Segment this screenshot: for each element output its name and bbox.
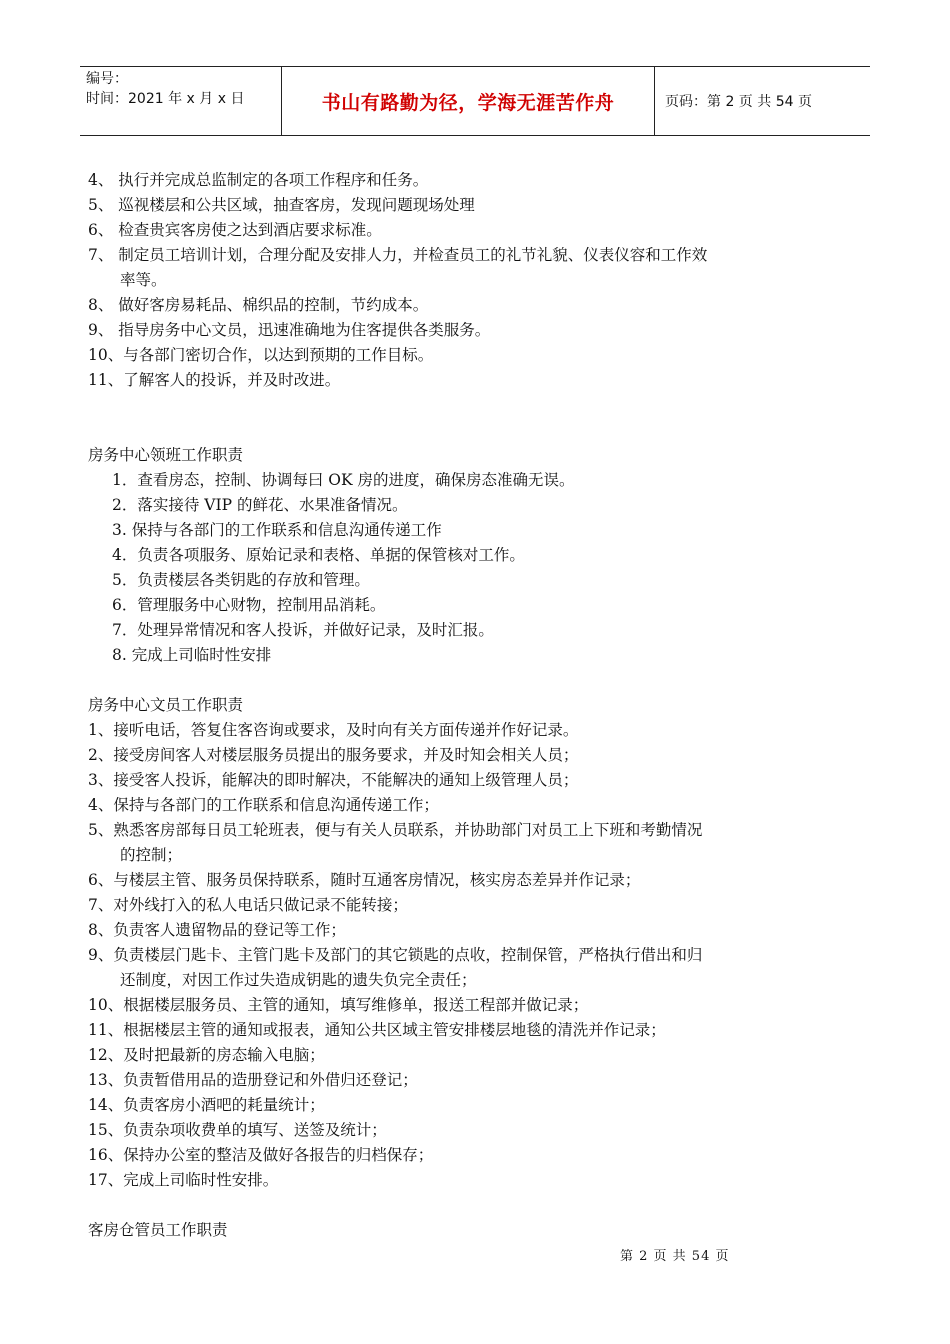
header-motto: 书山有路勤为径，学海无涯苦作舟: [282, 67, 655, 135]
list-item: 11、了解客人的投诉，并及时改进。: [88, 371, 341, 389]
list-item: 3. 保持与各部门的工作联系和信息沟通传递工作: [112, 521, 442, 539]
list-item: 6、与楼层主管、服务员保持联系，随时互通客房情况，核实房态差异并作记录；: [88, 871, 641, 889]
list-item: 15、负责杂项收费单的填写、送签及统计；: [88, 1121, 387, 1139]
list-item: 6、 检查贵宾客房使之达到酒店要求标准。: [88, 221, 382, 239]
section-title: 客房仓管员工作职责: [88, 1221, 228, 1239]
list-item: 10、与各部门密切合作，以达到预期的工作目标。: [88, 346, 434, 364]
list-item: 4、保持与各部门的工作联系和信息沟通传递工作；: [88, 796, 439, 814]
list-item: 2．落实接待 VIP 的鲜花、水果准备情况。: [112, 496, 408, 514]
section-title: 房务中心文员工作职责: [88, 696, 244, 714]
number-label: 编号：: [86, 71, 128, 87]
document-body: [88, 168, 858, 1243]
list-item: 5．负责楼层各类钥匙的存放和管理。: [112, 571, 370, 589]
list-item: 7、对外线打入的私人电话只做记录不能转接；: [88, 896, 408, 914]
list-item-continuation: 率等。: [120, 271, 167, 289]
section-center-supervisor: [88, 443, 858, 668]
header-meta: [80, 67, 282, 135]
list-item: 10、根据楼层服务员、主管的通知，填写维修单，报送工程部并做记录；: [88, 996, 589, 1014]
list-item: 9、负责楼层门匙卡、主管门匙卡及部门的其它锁匙的点收，控制保管，严格执行借出和归: [88, 946, 703, 964]
list-item: 17、完成上司临时性安排。: [88, 1171, 279, 1189]
page-header: [80, 66, 870, 136]
date-label: 时间：2021 年 x 月 x 日: [86, 91, 245, 107]
list-item: 5、熟悉客房部每日员工轮班表，便与有关人员联系，并协助部门对员工上下班和考勤情况: [88, 821, 703, 839]
section-center-clerk: [88, 693, 858, 1193]
section-manager-duties: [88, 168, 858, 393]
list-item: 5、 巡视楼层和公共区域，抽查客房，发现问题现场处理: [88, 196, 475, 214]
list-item: 13、负责暂借用品的造册登记和外借归还登记；: [88, 1071, 418, 1089]
list-item: 1、接听电话，答复住客咨询或要求，及时向有关方面传递并作好记录。: [88, 721, 579, 739]
list-item: 7、 制定员工培训计划，合理分配及安排人力，并检查员工的礼节礼貌、仪表仪容和工作效: [88, 246, 708, 264]
list-item: 9、 指导房务中心文员，迅速准确地为住客提供各类服务。: [88, 321, 491, 339]
header-page-info: 页码：第 2 页 共 54 页: [665, 94, 812, 110]
list-item: 16、保持办公室的整洁及做好各报告的归档保存；: [88, 1146, 434, 1164]
list-item: 14、负责客房小酒吧的耗量统计；: [88, 1096, 325, 1114]
page-footer: 第 2 页 共 54 页: [620, 1249, 730, 1264]
list-item: 8、 做好客房易耗品、棉织品的控制，节约成本。: [88, 296, 429, 314]
list-item: 3、接受客人投诉，能解决的即时解决，不能解决的通知上级管理人员；: [88, 771, 579, 789]
list-item: 2、接受房间客人对楼层服务员提出的服务要求，并及时知会相关人员；: [88, 746, 579, 764]
list-item-continuation: 还制度，对因工作过失造成钥匙的遗失负完全责任；: [120, 971, 477, 989]
list-item-continuation: 的控制；: [120, 846, 183, 864]
list-item: 1．查看房态，控制、协调每曰 OK 房的进度，确保房态准确无误。: [112, 471, 575, 489]
list-item: 6．管理服务中心财物，控制用品消耗。: [112, 596, 386, 614]
list-item: 8、负责客人遗留物品的登记等工作；: [88, 921, 346, 939]
list-item: 7．处理异常情况和客人投诉，并做好记录，及时汇报。: [112, 621, 494, 639]
list-item: 11、根据楼层主管的通知或报表，通知公共区域主管安排楼层地毯的清洗并作记录；: [88, 1021, 666, 1039]
list-item: 4、 执行并完成总监制定的各项工作程序和任务。: [88, 171, 429, 189]
list-item: 8. 完成上司临时性安排: [112, 646, 272, 664]
section-storekeeper: [88, 1218, 858, 1243]
list-item: 4．负责各项服务、原始记录和表格、单据的保管核对工作。: [112, 546, 525, 564]
list-item: 12、及时把最新的房态输入电脑；: [88, 1046, 325, 1064]
section-title: 房务中心领班工作职责: [88, 446, 244, 464]
